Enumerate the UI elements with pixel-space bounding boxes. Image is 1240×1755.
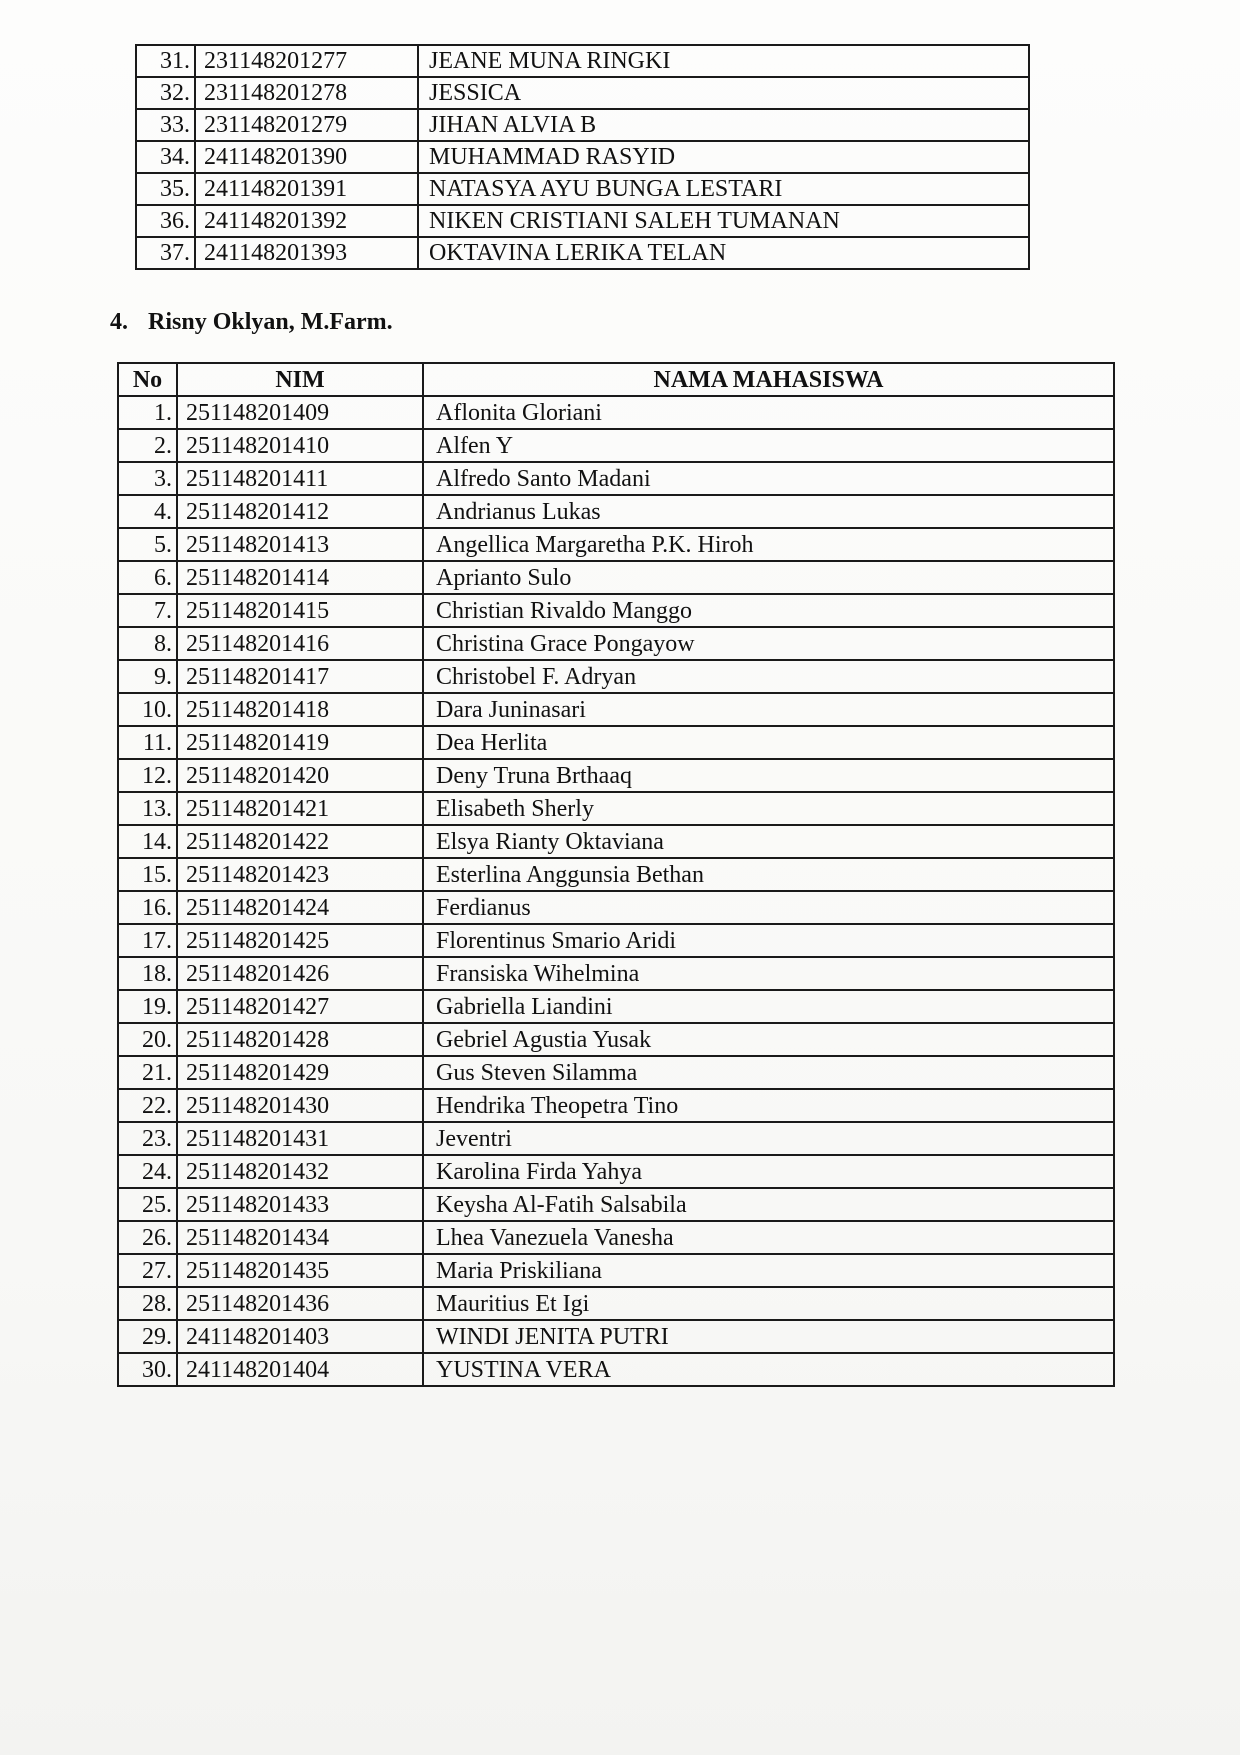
row-student-name: YUSTINA VERA [423,1353,1114,1386]
row-student-name: Hendrika Theopetra Tino [423,1089,1114,1122]
row-student-name: Deny Truna Brthaaq [423,759,1114,792]
table-row [118,1089,1114,1122]
row-number: 12. [118,759,177,792]
row-nim: 251148201420 [177,759,423,792]
row-student-name: Karolina Firda Yahya [423,1155,1114,1188]
row-student-name: Mauritius Et Igi [423,1287,1114,1320]
row-number: 6. [118,561,177,594]
row-student-name: Maria Priskiliana [423,1254,1114,1287]
row-student-name: Andrianus Lukas [423,495,1114,528]
table-row [118,891,1114,924]
row-student-name: MUHAMMAD RASYID [418,141,1029,173]
row-student-name: Gus Steven Silamma [423,1056,1114,1089]
row-nim: 251148201419 [177,726,423,759]
table-row [136,205,1029,237]
table-row [118,660,1114,693]
table-row [136,237,1029,269]
row-number: 20. [118,1023,177,1056]
row-nim: 251148201427 [177,990,423,1023]
row-number: 19. [118,990,177,1023]
table-row [118,825,1114,858]
row-student-name: Christian Rivaldo Manggo [423,594,1114,627]
row-student-name: Christobel F. Adryan [423,660,1114,693]
row-student-name: JIHAN ALVIA B [418,109,1029,141]
row-number: 32. [136,77,195,109]
table-row [118,1056,1114,1089]
row-nim: 251148201432 [177,1155,423,1188]
row-number: 3. [118,462,177,495]
section-heading [110,309,393,336]
row-number: 37. [136,237,195,269]
row-nim: 251148201426 [177,957,423,990]
row-nim: 251148201425 [177,924,423,957]
row-nim: 251148201421 [177,792,423,825]
row-number: 31. [136,45,195,77]
table-row [118,693,1114,726]
table-row [136,173,1029,205]
row-student-name: Alfredo Santo Madani [423,462,1114,495]
row-number: 24. [118,1155,177,1188]
row-nim: 231148201277 [195,45,418,77]
row-number: 15. [118,858,177,891]
row-student-name: Elisabeth Sherly [423,792,1114,825]
row-student-name: JEANE MUNA RINGKI [418,45,1029,77]
row-nim: 231148201279 [195,109,418,141]
row-nim: 251148201434 [177,1221,423,1254]
row-student-name: Dea Herlita [423,726,1114,759]
row-student-name: Aprianto Sulo [423,561,1114,594]
row-student-name: Florentinus Smario Aridi [423,924,1114,957]
row-number: 5. [118,528,177,561]
table-row [118,858,1114,891]
table-row [118,957,1114,990]
row-student-name: Ferdianus [423,891,1114,924]
row-student-name: NATASYA AYU BUNGA LESTARI [418,173,1029,205]
row-student-name: Esterlina Anggunsia Bethan [423,858,1114,891]
row-number: 25. [118,1188,177,1221]
table-header-row [118,363,1114,396]
row-nim: 231148201278 [195,77,418,109]
row-number: 1. [118,396,177,429]
table-row [136,45,1029,77]
table-row [118,1155,1114,1188]
table-row [136,77,1029,109]
row-nim: 251148201435 [177,1254,423,1287]
row-student-name: Elsya Rianty Oktaviana [423,825,1114,858]
row-number: 21. [118,1056,177,1089]
header-nim: NIM [177,363,423,396]
row-nim: 241148201390 [195,141,418,173]
row-number: 35. [136,173,195,205]
row-number: 17. [118,924,177,957]
row-student-name: Christina Grace Pongayow [423,627,1114,660]
row-nim: 251148201409 [177,396,423,429]
row-nim: 251148201413 [177,528,423,561]
row-student-name: OKTAVINA LERIKA TELAN [418,237,1029,269]
table-row [118,627,1114,660]
row-nim: 251148201436 [177,1287,423,1320]
row-student-name: Jeventri [423,1122,1114,1155]
row-student-name: NIKEN CRISTIANI SALEH TUMANAN [418,205,1029,237]
table-row [118,1287,1114,1320]
continued-student-table-body [136,45,1029,269]
row-number: 23. [118,1122,177,1155]
row-number: 8. [118,627,177,660]
table-row [118,759,1114,792]
row-nim: 251148201411 [177,462,423,495]
row-number: 7. [118,594,177,627]
row-number: 2. [118,429,177,462]
row-number: 33. [136,109,195,141]
row-number: 22. [118,1089,177,1122]
row-number: 16. [118,891,177,924]
row-nim: 251148201417 [177,660,423,693]
row-nim: 241148201391 [195,173,418,205]
table-row [118,495,1114,528]
table-row [118,396,1114,429]
row-number: 13. [118,792,177,825]
row-nim: 241148201392 [195,205,418,237]
row-student-name: Lhea Vanezuela Vanesha [423,1221,1114,1254]
row-student-name: Gabriella Liandini [423,990,1114,1023]
row-number: 28. [118,1287,177,1320]
header-no: No [118,363,177,396]
table-row [118,1353,1114,1386]
row-nim: 251148201410 [177,429,423,462]
row-nim: 241148201404 [177,1353,423,1386]
row-nim: 251148201430 [177,1089,423,1122]
row-nim: 251148201431 [177,1122,423,1155]
table-row [118,1320,1114,1353]
row-student-name: Fransiska Wihelmina [423,957,1114,990]
table-row [118,528,1114,561]
table-row [118,990,1114,1023]
table-row [118,429,1114,462]
student-table [117,362,1115,1387]
table-row [118,1221,1114,1254]
table-row [118,726,1114,759]
table-row [118,1188,1114,1221]
table-row [118,561,1114,594]
header-name: NAMA MAHASISWA [423,363,1114,396]
row-number: 26. [118,1221,177,1254]
row-number: 4. [118,495,177,528]
section-title: Risny Oklyan, M.Farm. [148,309,393,335]
row-number: 34. [136,141,195,173]
table-row [118,1122,1114,1155]
section-number: 4. [110,309,128,335]
table-row [118,924,1114,957]
row-number: 30. [118,1353,177,1386]
row-nim: 251148201433 [177,1188,423,1221]
row-student-name: Angellica Margaretha P.K. Hiroh [423,528,1114,561]
row-student-name: WINDI JENITA PUTRI [423,1320,1114,1353]
row-nim: 251148201418 [177,693,423,726]
row-student-name: Gebriel Agustia Yusak [423,1023,1114,1056]
row-nim: 251148201415 [177,594,423,627]
row-nim: 251148201422 [177,825,423,858]
row-student-name: Aflonita Gloriani [423,396,1114,429]
table-row [136,109,1029,141]
row-nim: 241148201403 [177,1320,423,1353]
table-row [118,1254,1114,1287]
row-nim: 251148201412 [177,495,423,528]
row-student-name: Alfen Y [423,429,1114,462]
row-number: 36. [136,205,195,237]
row-nim: 251148201414 [177,561,423,594]
row-student-name: Dara Juninasari [423,693,1114,726]
row-nim: 241148201393 [195,237,418,269]
row-nim: 251148201416 [177,627,423,660]
row-number: 14. [118,825,177,858]
table-row [118,792,1114,825]
row-nim: 251148201429 [177,1056,423,1089]
row-student-name: JESSICA [418,77,1029,109]
continued-student-table [135,44,1030,270]
row-nim: 251148201423 [177,858,423,891]
row-number: 11. [118,726,177,759]
row-number: 9. [118,660,177,693]
row-nim: 251148201424 [177,891,423,924]
row-number: 29. [118,1320,177,1353]
table-row [118,462,1114,495]
student-table-body [118,396,1114,1386]
table-row [118,1023,1114,1056]
table-row [136,141,1029,173]
row-number: 27. [118,1254,177,1287]
row-student-name: Keysha Al-Fatih Salsabila [423,1188,1114,1221]
row-number: 10. [118,693,177,726]
row-number: 18. [118,957,177,990]
row-nim: 251148201428 [177,1023,423,1056]
table-row [118,594,1114,627]
